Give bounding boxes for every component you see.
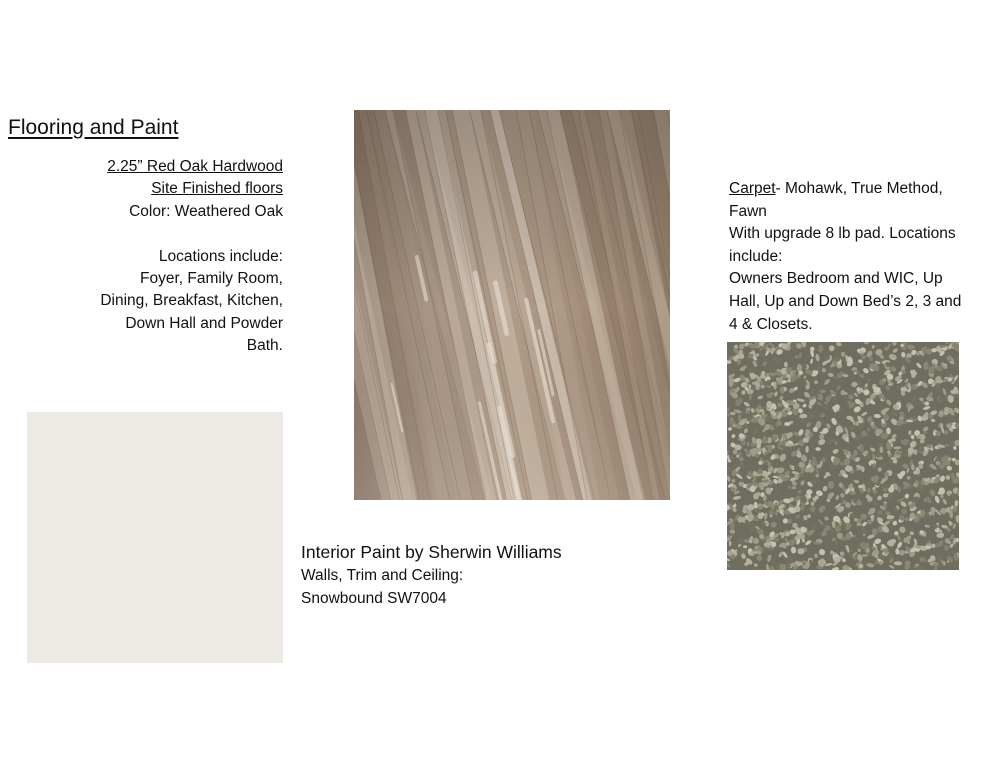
hardwood-location-line: Bath. — [246, 337, 283, 355]
hardwood-locations-heading: Locations include: — [158, 247, 283, 265]
carpet-line: With upgrade 8 lb pad. Locations — [729, 225, 956, 243]
carpet-line: 4 & Closets. — [729, 315, 813, 333]
carpet-sample-photo — [727, 342, 959, 570]
hardwood-floor-photo — [354, 110, 670, 500]
carpet-line: Fawn — [729, 202, 767, 220]
hardwood-finish-line: Site Finished floors — [151, 180, 283, 198]
paint-heading: Interior Paint by Sherwin Williams — [301, 542, 562, 562]
carpet-line: include: — [729, 247, 783, 265]
paint-usage-line: Walls, Trim and Ceiling: — [301, 567, 464, 584]
carpet-brand: - Mohawk, True Method, — [775, 180, 943, 197]
paint-color-swatch — [27, 412, 283, 663]
carpet-description — [729, 178, 991, 336]
paint-color-name: Snowbound SW7004 — [301, 590, 447, 607]
hardwood-color-line: Color: Weathered Oak — [129, 202, 283, 220]
carpet-line: Hall, Up and Down Bed’s 2, 3 and — [729, 292, 962, 310]
hardwood-description — [3, 156, 283, 358]
hardwood-location-line: Down Hall and Powder — [125, 314, 283, 332]
carpet-line: Owners Bedroom and WIC, Up — [729, 270, 943, 288]
hardwood-product-line: 2.25” Red Oak Hardwood — [107, 158, 283, 175]
page-title: Flooring and Paint — [8, 116, 179, 139]
paint-description — [301, 540, 562, 610]
carpet-label: Carpet — [729, 180, 776, 197]
spacer — [3, 223, 283, 245]
hardwood-location-line: Dining, Breakfast, Kitchen, — [100, 292, 283, 310]
carpet-first-line — [729, 178, 991, 201]
hardwood-location-line: Foyer, Family Room, — [140, 270, 283, 288]
